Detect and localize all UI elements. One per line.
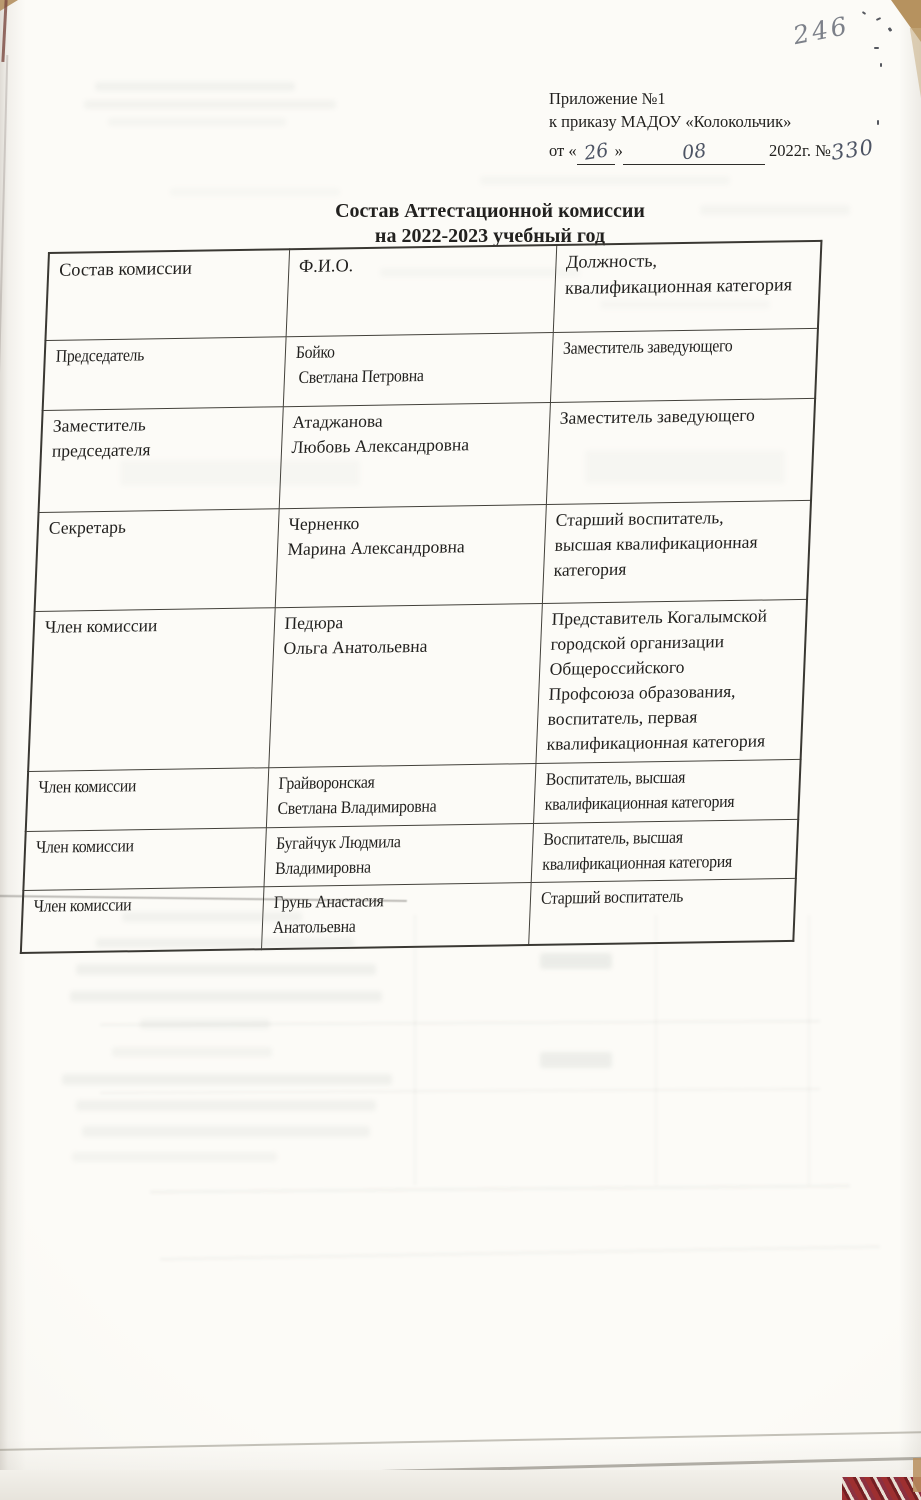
order-from-prefix: от « xyxy=(549,140,577,160)
position-text: Заместитель заведующего xyxy=(559,404,756,428)
role-text: Член комиссии xyxy=(35,835,135,857)
position-text: Воспитатель, высшая квалификационная категория xyxy=(541,826,732,874)
bleed-through-smudge xyxy=(84,100,336,109)
handwritten-day: 26 xyxy=(582,139,610,165)
bleed-through-smudge xyxy=(480,176,730,185)
order-year-suffix: 2022г. № xyxy=(764,140,831,160)
ink-speck xyxy=(877,120,879,125)
ink-speck xyxy=(862,11,866,15)
photo-corner-background xyxy=(907,28,921,98)
bleed-through-smudge xyxy=(540,1052,612,1068)
page-edge-shadow xyxy=(0,55,8,385)
background-fabric xyxy=(842,1477,921,1500)
bleed-through-line xyxy=(160,1246,880,1261)
header-label: Ф.И.О. xyxy=(298,255,354,277)
name-text: Грайворонская Светлана Владимировна xyxy=(276,771,437,819)
header-cell-role xyxy=(45,249,289,340)
bleed-through-smudge xyxy=(170,188,340,196)
bleed-through-line xyxy=(414,915,416,1185)
bleed-through-line xyxy=(100,1088,820,1094)
role-text: Секретарь xyxy=(48,516,127,538)
photo-corner-background xyxy=(0,0,18,11)
bleed-through-line xyxy=(655,915,657,1185)
cell-role xyxy=(23,828,266,891)
bleed-through-smudge xyxy=(82,1126,370,1137)
cell-role xyxy=(43,337,286,411)
cell-name xyxy=(283,333,553,407)
name-text: Бугайчук Людмила Владимировна xyxy=(274,831,401,879)
role-text: Член комиссии xyxy=(38,775,137,797)
position-text: Воспитатель, высшая квалификационная категория xyxy=(543,766,735,814)
appendix-line2: к приказу МАДОУ «Колокольчик» xyxy=(549,112,792,132)
role-text: Член комиссии xyxy=(44,615,158,637)
header-label: Должность, квалификационная категория xyxy=(564,250,793,298)
bleed-through-smudge xyxy=(70,991,382,1002)
bleed-through-smudge xyxy=(122,912,302,922)
name-text: Грунь Анастасия Анатольевна xyxy=(271,890,384,938)
order-date-line xyxy=(549,134,876,165)
name-text: Бойко Светлана Петровна xyxy=(294,341,424,388)
appendix-header xyxy=(549,87,876,165)
bleed-through-line xyxy=(808,915,810,1185)
bleed-through-smudge xyxy=(76,1100,376,1111)
cell-position xyxy=(533,759,801,823)
bleed-through-smudge xyxy=(72,1152,277,1162)
cell-role xyxy=(26,768,269,832)
position-text: Старший воспитатель xyxy=(540,885,684,908)
cell-name xyxy=(266,764,536,828)
cell-position xyxy=(542,500,811,603)
header-cell-position xyxy=(553,241,822,333)
photo-corner-background xyxy=(913,1458,921,1492)
cell-name xyxy=(268,604,542,768)
cell-name xyxy=(275,505,546,608)
cell-position xyxy=(531,819,799,882)
bleed-through-smudge xyxy=(112,1047,272,1057)
role-text: Председатель xyxy=(55,344,145,366)
ink-speck xyxy=(880,63,882,67)
header-cell-name xyxy=(286,245,557,337)
handwritten-page-number: 246 xyxy=(790,10,852,51)
role-text: Член комиссии xyxy=(33,894,132,916)
cell-name xyxy=(279,403,550,509)
table-row xyxy=(28,599,807,771)
bleed-through-smudge xyxy=(108,118,286,126)
position-text: Старший воспитатель, высшая квалификационная категория xyxy=(553,507,759,580)
ink-speck xyxy=(888,27,893,32)
bleed-through-smudge xyxy=(62,1074,392,1085)
position-text: Заместитель заведующего xyxy=(562,335,733,358)
order-quote-close: » xyxy=(614,140,623,160)
name-text: Педюра Ольга Анатольевна xyxy=(283,612,428,659)
page-edge-line xyxy=(0,1431,921,1451)
ink-speck xyxy=(876,17,881,21)
table-header-row xyxy=(45,241,821,341)
cell-position xyxy=(535,599,807,763)
commission-table xyxy=(20,240,823,954)
handwritten-order-number: 330 xyxy=(829,134,876,165)
bleed-through-smudge xyxy=(96,938,354,948)
cell-role xyxy=(39,407,283,513)
cell-role xyxy=(35,509,279,612)
commission-table-wrap xyxy=(20,240,823,954)
cell-position xyxy=(550,328,818,402)
table-row xyxy=(35,500,811,611)
cell-name xyxy=(264,824,534,887)
cell-position xyxy=(546,398,815,504)
handwritten-month: 08 xyxy=(680,139,708,165)
cell-role xyxy=(28,608,275,772)
appendix-line1: Приложение №1 xyxy=(549,89,666,108)
name-text: Черненко Марина Александровна xyxy=(287,512,466,560)
header-label: Состав комиссии xyxy=(58,257,193,280)
table-row xyxy=(39,398,816,512)
bleed-through-line xyxy=(150,1185,850,1193)
role-text: Заместитель председателя xyxy=(51,414,151,461)
bleed-through-smudge xyxy=(540,953,612,969)
bleed-through-smudge xyxy=(76,964,376,975)
table-row xyxy=(43,328,818,410)
title-line1: Состав Аттестационной комиссии xyxy=(335,200,645,222)
underlying-page xyxy=(0,1470,921,1500)
cell-position xyxy=(528,878,796,945)
ink-speck xyxy=(874,47,879,49)
bleed-through-smudge xyxy=(95,82,295,91)
title-line2: на 2022-2023 учебный год xyxy=(374,225,606,247)
name-text: Атаджанова Любовь Александровна xyxy=(291,410,470,458)
position-text: Представитель Когалымской городской организации Общероссийского Профсоюза образования, воспитатель, первая квалификационная категория xyxy=(546,605,768,754)
